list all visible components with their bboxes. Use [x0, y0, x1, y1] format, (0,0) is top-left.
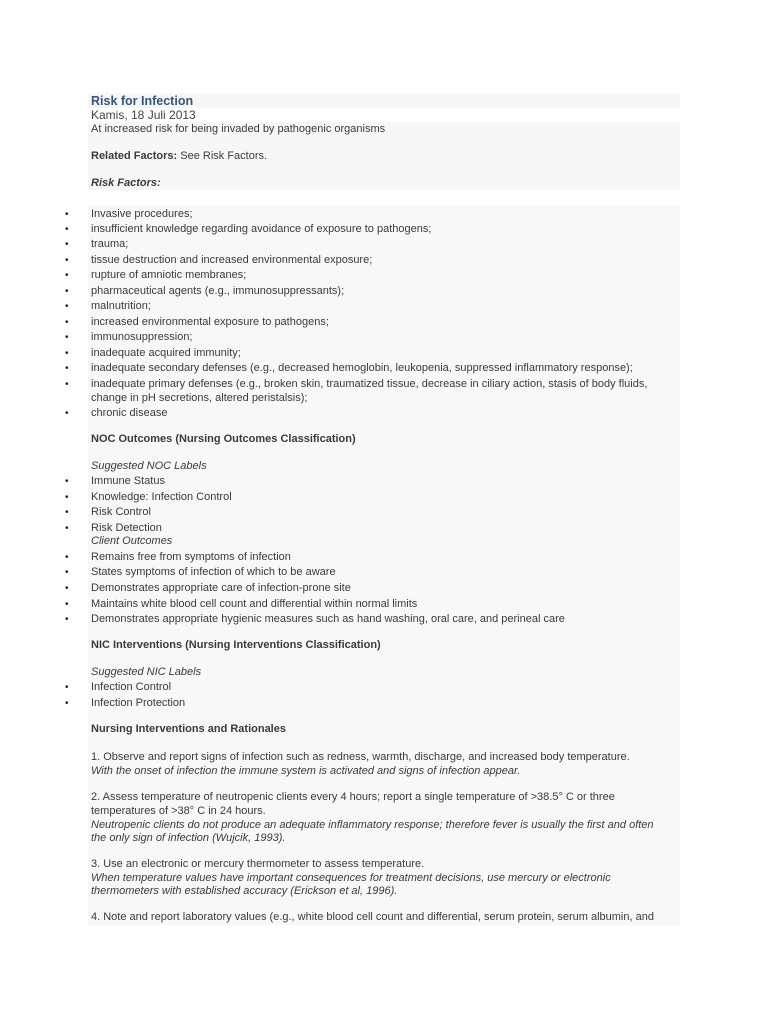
list-item: tissue destruction and increased environmental exposure;	[91, 254, 373, 266]
list-item: increased environmental exposure to pathogens;	[91, 316, 329, 328]
bullet-icon: •	[65, 379, 69, 390]
list-item: Demonstrates appropriate care of infection-prone site	[91, 582, 351, 594]
bullet-icon: •	[65, 224, 69, 235]
post-date: Kamis, 18 Juli 2013	[91, 108, 196, 122]
bullet-icon: •	[65, 523, 69, 534]
bullet-icon: •	[65, 363, 69, 374]
risk-factors-label: Risk Factors:	[91, 177, 161, 189]
related-factors	[91, 150, 267, 163]
list-item: Demonstrates appropriate hygienic measures such as hand washing, oral care, and perineal care	[91, 613, 565, 625]
list-item: rupture of amniotic membranes;	[91, 269, 247, 281]
intervention-3-rationale: When temperature values have important consequences for treatment decisions, use mercury or electronic	[91, 872, 611, 884]
list-item: chronic disease	[91, 407, 168, 419]
list-item: insufficient knowledge regarding avoidance of exposure to pathogens;	[91, 223, 432, 235]
bullet-icon: •	[65, 239, 69, 250]
bullet-icon: •	[65, 476, 69, 487]
bullet-icon: •	[65, 270, 69, 281]
bullet-icon: •	[65, 507, 69, 518]
bullet-icon: •	[65, 408, 69, 419]
nic-suggested-label: Suggested NIC Labels	[91, 666, 202, 678]
related-factors-text: See Risk Factors.	[177, 150, 268, 162]
bullet-icon: •	[65, 552, 69, 563]
bullet-icon: •	[65, 567, 69, 578]
bullet-icon: •	[65, 286, 69, 297]
intervention-4: 4. Note and report laboratory values (e.g., white blood cell count and differential, serum protein, serum albumin, and	[91, 911, 654, 923]
bullet-icon: •	[65, 255, 69, 266]
list-item: trauma;	[91, 238, 129, 250]
list-item: inadequate secondary defenses (e.g., decreased hemoglobin, leukopenia, suppressed inflammatory response);	[91, 362, 633, 374]
intervention-1-rationale: With the onset of infection the immune system is activated and signs of infection appear.	[91, 765, 521, 777]
list-item: inadequate primary defenses (e.g., broken skin, traumatized tissue, decrease in ciliary action, stasis of body fluids,	[91, 378, 648, 390]
related-factors-label: Related Factors:	[91, 150, 178, 162]
intervention-2-rationale: Neutropenic clients do not produce an adequate inflammatory response; therefore fever is usually the first and often	[91, 819, 654, 831]
noc-heading: NOC Outcomes (Nursing Outcomes Classification)	[91, 433, 356, 445]
list-item: Remains free from symptoms of infection	[91, 551, 291, 563]
list-item: Immune Status	[91, 475, 165, 487]
bullet-icon: •	[65, 682, 69, 693]
bullet-icon: •	[65, 332, 69, 343]
list-item: Risk Detection	[91, 522, 162, 534]
intervention-3: 3. Use an electronic or mercury thermometer to assess temperature.	[91, 858, 425, 870]
list-item: Risk Control	[91, 506, 151, 518]
list-item: immunosuppression;	[91, 331, 193, 343]
bullet-icon: •	[65, 209, 69, 220]
intervention-2-rationale-continuation: the only sign of infection (Wujcik, 1993).	[91, 832, 286, 844]
intervention-2-continuation: temperatures of >38° C in 24 hours.	[91, 805, 266, 817]
list-item: inadequate acquired immunity;	[91, 347, 241, 359]
bullet-icon: •	[65, 317, 69, 328]
bullet-icon: •	[65, 348, 69, 359]
bullet-icon: •	[65, 599, 69, 610]
intervention-2: 2. Assess temperature of neutropenic clients every 4 hours; report a single temperature of >38.5° C or three	[91, 791, 615, 803]
bullet-icon: •	[65, 583, 69, 594]
bullet-icon: •	[65, 698, 69, 709]
list-item: Maintains white blood cell count and differential within normal limits	[91, 598, 418, 610]
list-item: malnutrition;	[91, 300, 151, 312]
bullet-icon: •	[65, 301, 69, 312]
nic-heading: NIC Interventions (Nursing Interventions Classification)	[91, 639, 381, 651]
noc-suggested-label: Suggested NOC Labels	[91, 460, 207, 472]
bullet-icon: •	[65, 492, 69, 503]
list-item: States symptoms of infection of which to be aware	[91, 566, 336, 578]
page-title: Risk for Infection	[91, 94, 194, 108]
intervention-1: 1. Observe and report signs of infection such as redness, warmth, discharge, and increased body temperature.	[91, 751, 630, 763]
list-item: Knowledge: Infection Control	[91, 491, 232, 503]
list-item: Infection Control	[91, 681, 172, 693]
intervention-3-rationale-continuation: thermometers with established accuracy (Erickson et al, 1996).	[91, 885, 398, 897]
list-item-continuation: change in pH secretions, altered peristalsis);	[91, 392, 308, 404]
list-item: Infection Protection	[91, 697, 186, 709]
definition-text: At increased risk for being invaded by pathogenic organisms	[91, 123, 386, 135]
list-item: Invasive procedures;	[91, 208, 193, 220]
list-item: pharmaceutical agents (e.g., immunosuppressants);	[91, 285, 345, 297]
bullet-icon: •	[65, 614, 69, 625]
client-outcomes-label: Client Outcomes	[91, 535, 173, 547]
interventions-heading: Nursing Interventions and Rationales	[91, 723, 286, 735]
